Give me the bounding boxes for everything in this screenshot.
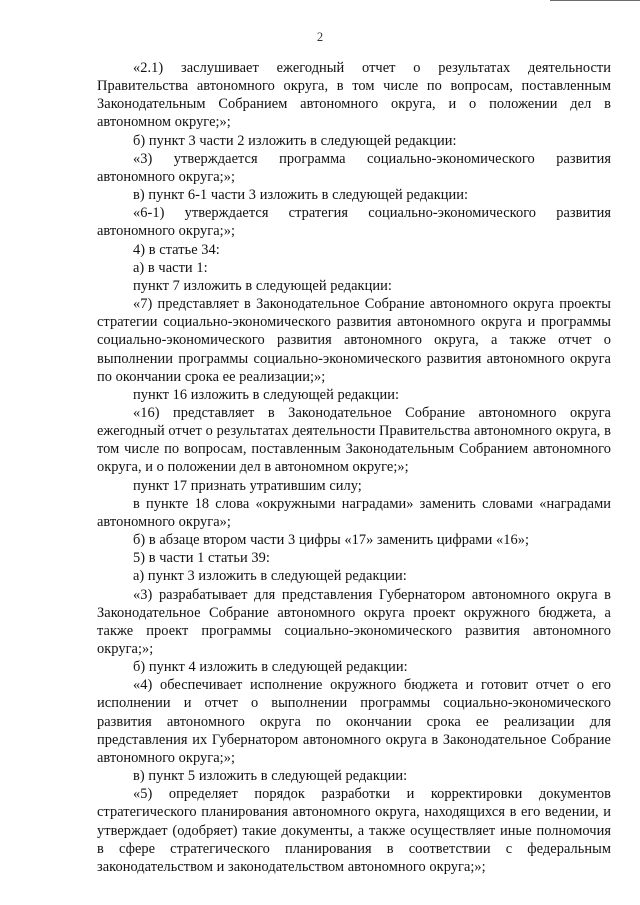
paragraph-amend-point-7: пункт 7 изложить в следующей редакции:: [133, 277, 392, 294]
document-body: [97, 59, 611, 876]
paragraph-2-1-reporting: «2.1) заслушивает ежегодный отчет о результатах деятельности Правительства автономного округа, в том числе по вопросам, поставленным Законодательным Собранием автономного округа, и о положении дел в автономном округе;»;: [97, 60, 611, 131]
paragraph-amend-point-6-1: в) пункт 6-1 части 3 изложить в следующей редакции:: [133, 187, 469, 204]
paragraph-article-34: 4) в статье 34:: [133, 241, 220, 258]
paragraph-point-3-text: «3) утверждается программа социально-экономического развития автономного округа;»;: [97, 150, 611, 185]
paragraph-amend-point-3: б) пункт 3 части 2 изложить в следующей редакции:: [133, 132, 457, 149]
paragraph-amend-39-point-4: б) пункт 4 изложить в следующей редакции:: [133, 659, 408, 676]
paragraph-point-6-1-text: «6-1) утверждается стратегия социально-экономического развития автономного округа;»;: [97, 205, 611, 240]
paragraph-amend-39-point-3: а) пункт 3 изложить в следующей редакции:: [133, 568, 407, 585]
paragraph-article-39: 5) в части 1 статьи 39:: [133, 550, 270, 567]
paragraph-39-point-4-text: «4) обеспечивает исполнение окружного бюджета и готовит отчет о его исполнении и отчет о выполнении программы социально-экономического развития автономного округа по окончании срока ее реализации для представления их Губернатором автономного округа в Законодательное Собрание автономного округа;»;: [97, 677, 611, 766]
page-number: 2: [316, 30, 324, 44]
paragraph-39-point-5-text: «5) определяет порядок разработки и корректировки документов стратегического планирования автономного округа, находящихся в его ведении, и утверждает (одобряет) такие документы, а также осуществляет иные полномочия в сфере стратегического планирования в соответствии с федеральным законодательством и законодательством автономного округа;»;: [97, 786, 611, 875]
paragraph-point-16-text: «16) представляет в Законодательное Собрание автономного округа ежегодный отчет о результатах деятельности Правительства автономного округа, в том числе по вопросам, поставленным Законодательным Собранием автономного округа, и о положении дел в автономном округе;»;: [97, 404, 611, 476]
paragraph-article-34-part-1: а) в части 1:: [133, 259, 208, 276]
scan-edge-mark: [550, 0, 640, 5]
paragraph-point-17-repeal: пункт 17 признать утратившим силу;: [133, 477, 362, 494]
paragraph-point-7-text: «7) представляет в Законодательное Собрание автономного округа проекты стратегии социально-экономического развития автономного округа и программы социально-экономического развития автономного округа, а также отчет о выполнении программы социально-экономического развития автономного округа по окончании срока ее реализации;»;: [97, 296, 611, 385]
paragraph-point-18-awards: в пункте 18 слова «окружными наградами» заменить словами «наградами автономного округа»;: [97, 495, 611, 530]
paragraph-amend-39-point-5: в) пункт 5 изложить в следующей редакции:: [133, 768, 408, 785]
paragraph-part-3-digits: б) в абзаце втором части 3 цифры «17» заменить цифрами «16»;: [133, 532, 529, 549]
paragraph-39-point-3-text: «3) разрабатывает для представления Губернатором автономного округа в Законодательное Собрание автономного округа проект окружного бюджета, а также проект программы социально-экономического развития автономного округа;»;: [97, 586, 611, 657]
paragraph-amend-point-16: пункт 16 изложить в следующей редакции:: [133, 386, 400, 403]
